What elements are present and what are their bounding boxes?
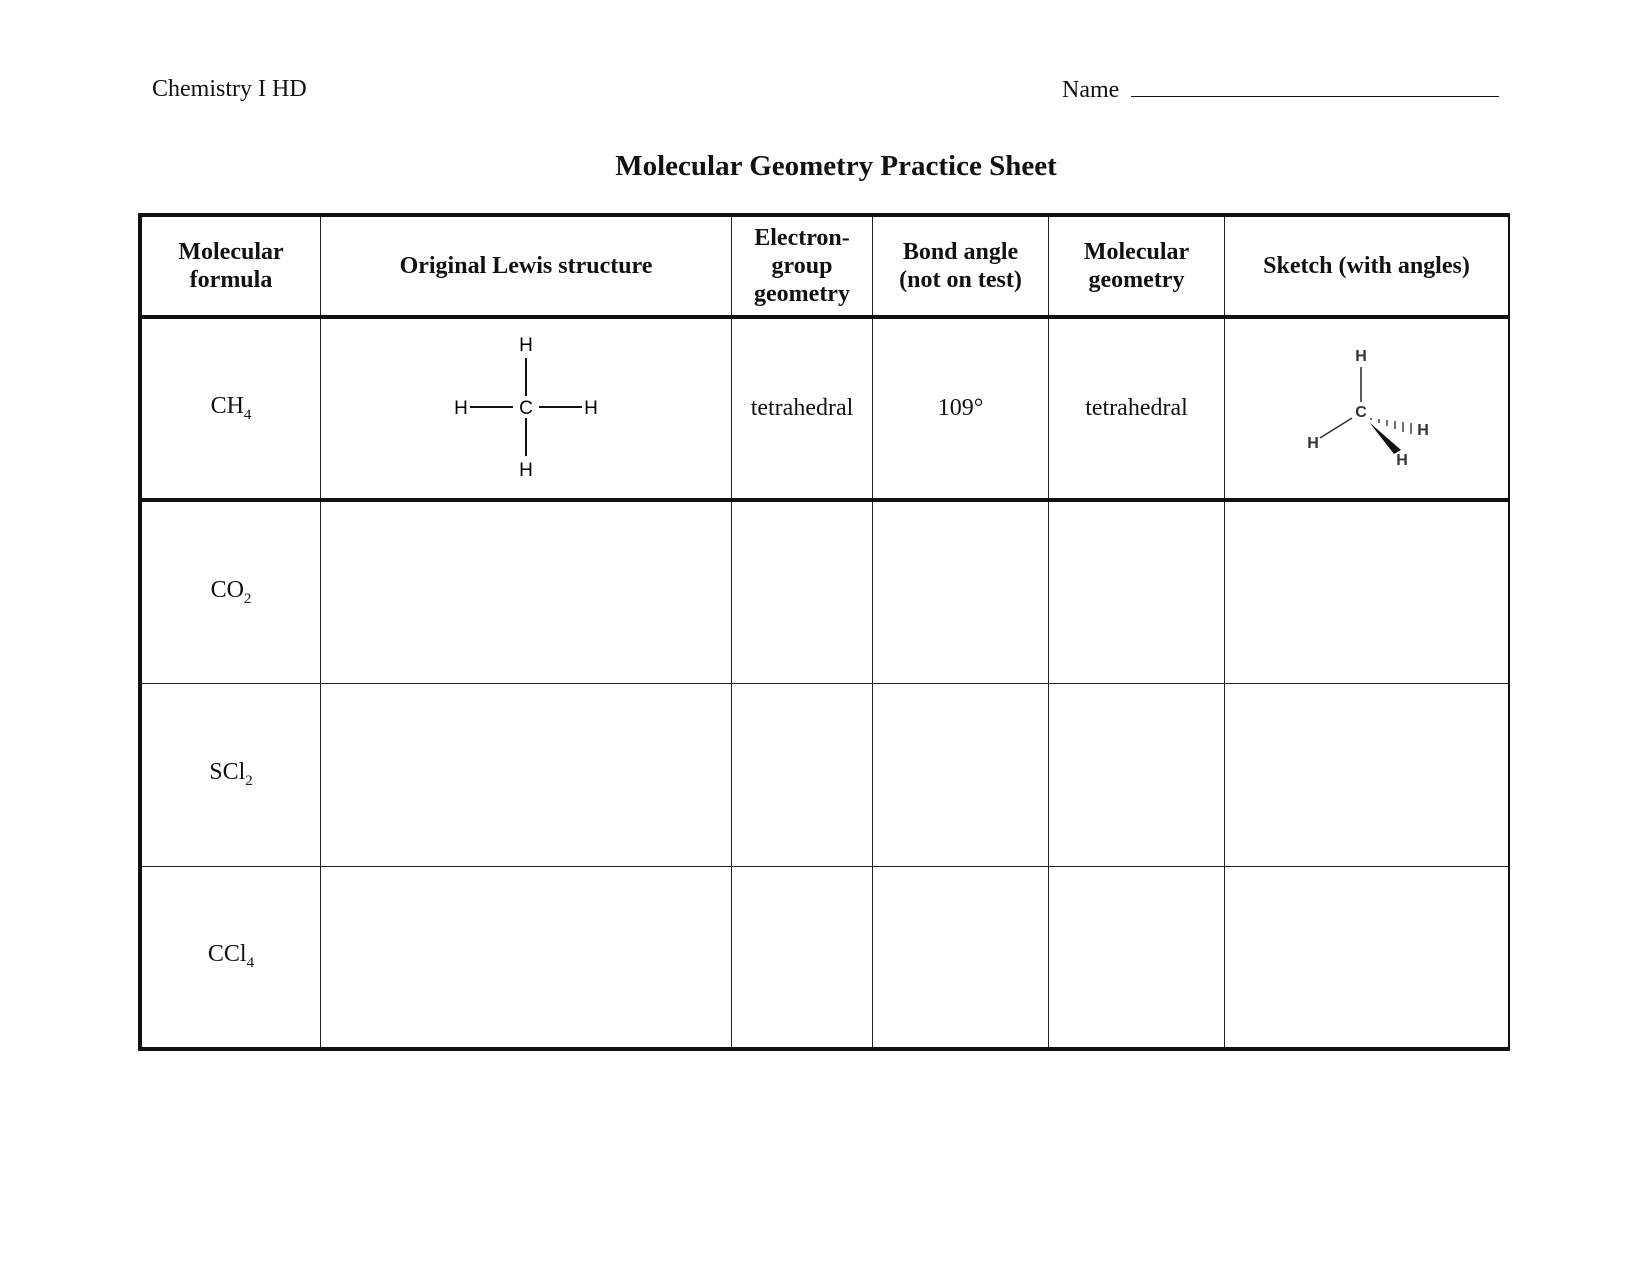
lewis-atom-top: H bbox=[519, 335, 533, 356]
col-lewis-structure: Original Lewis structure bbox=[321, 215, 732, 317]
page-title: Molecular Geometry Practice Sheet bbox=[615, 150, 1057, 182]
wedge-bond bbox=[1369, 422, 1401, 454]
lewis-atom-right: H bbox=[584, 398, 598, 419]
lewis-structure-cell[interactable] bbox=[321, 500, 732, 683]
sketch-cell[interactable] bbox=[1225, 500, 1510, 683]
formula-subscript: 2 bbox=[243, 590, 252, 607]
sketch-atom-top: H bbox=[1354, 348, 1367, 365]
lewis-structure-cell[interactable] bbox=[321, 683, 732, 866]
name-field bbox=[1062, 76, 1499, 104]
bond-angle-cell[interactable] bbox=[873, 866, 1049, 1049]
molecular-geometry-cell[interactable] bbox=[1049, 866, 1225, 1049]
electron-group-geometry-cell: tetrahedral bbox=[732, 317, 873, 500]
formula-cell bbox=[140, 500, 321, 683]
sketch-3d-diagram bbox=[1287, 340, 1447, 470]
formula-base: CCl bbox=[207, 941, 247, 968]
lewis-atom-center: C bbox=[519, 398, 533, 419]
formula-cell bbox=[140, 683, 321, 866]
table-row bbox=[140, 500, 1509, 683]
sketch-cell[interactable] bbox=[1225, 866, 1510, 1049]
molecular-geometry-cell[interactable] bbox=[1049, 500, 1225, 683]
electron-group-geometry-cell[interactable] bbox=[732, 500, 873, 683]
sketch-atom-dash: H bbox=[1416, 422, 1429, 439]
electron-group-geometry-cell[interactable] bbox=[732, 683, 873, 866]
col-molecular-formula: Molecular formula bbox=[140, 215, 321, 317]
lewis-structure-diagram bbox=[446, 330, 606, 480]
formula-cell bbox=[140, 317, 321, 500]
table-row bbox=[140, 683, 1509, 866]
bond-angle-cell: 109° bbox=[873, 317, 1049, 500]
table-row bbox=[140, 317, 1509, 500]
sketch-cell[interactable] bbox=[1225, 683, 1510, 866]
formula-subscript: 4 bbox=[246, 955, 255, 972]
formula-base: CO bbox=[210, 576, 244, 603]
lewis-structure-cell[interactable] bbox=[321, 866, 732, 1049]
molecular-geometry-table bbox=[138, 213, 1510, 1051]
bond-angle-cell[interactable] bbox=[873, 683, 1049, 866]
col-molecular-geometry: Molecular geometry bbox=[1049, 215, 1225, 317]
formula-subscript: 2 bbox=[245, 772, 253, 789]
table-row bbox=[140, 866, 1509, 1049]
formula-cell bbox=[140, 866, 321, 1049]
lewis-atom-bottom: H bbox=[519, 460, 533, 480]
col-electron-group-geometry: Electron-group geometry bbox=[732, 215, 873, 317]
course-name: Chemistry I HD bbox=[152, 76, 307, 102]
table-header-row bbox=[140, 215, 1509, 317]
sketch-cell bbox=[1225, 317, 1510, 500]
electron-group-geometry-cell[interactable] bbox=[732, 866, 873, 1049]
name-label: Name bbox=[1062, 77, 1120, 103]
lewis-atom-left: H bbox=[454, 398, 468, 419]
sketch-atom-wedge: H bbox=[1395, 452, 1408, 469]
molecular-geometry-cell: tetrahedral bbox=[1049, 317, 1225, 500]
formula-subscript: 4 bbox=[243, 406, 252, 423]
molecular-geometry-cell[interactable] bbox=[1049, 683, 1225, 866]
name-blank-line bbox=[1131, 76, 1499, 97]
sketch-atom-center: C bbox=[1354, 404, 1367, 421]
col-bond-angle: Bond angle (not on test) bbox=[873, 215, 1049, 317]
lewis-structure-cell bbox=[321, 317, 732, 500]
formula-base: SCl bbox=[209, 759, 246, 786]
sketch-atom-left: H bbox=[1306, 435, 1319, 452]
bond-angle-cell[interactable] bbox=[873, 500, 1049, 683]
formula-base: CH bbox=[210, 393, 244, 420]
col-sketch: Sketch (with angles) bbox=[1225, 215, 1510, 317]
